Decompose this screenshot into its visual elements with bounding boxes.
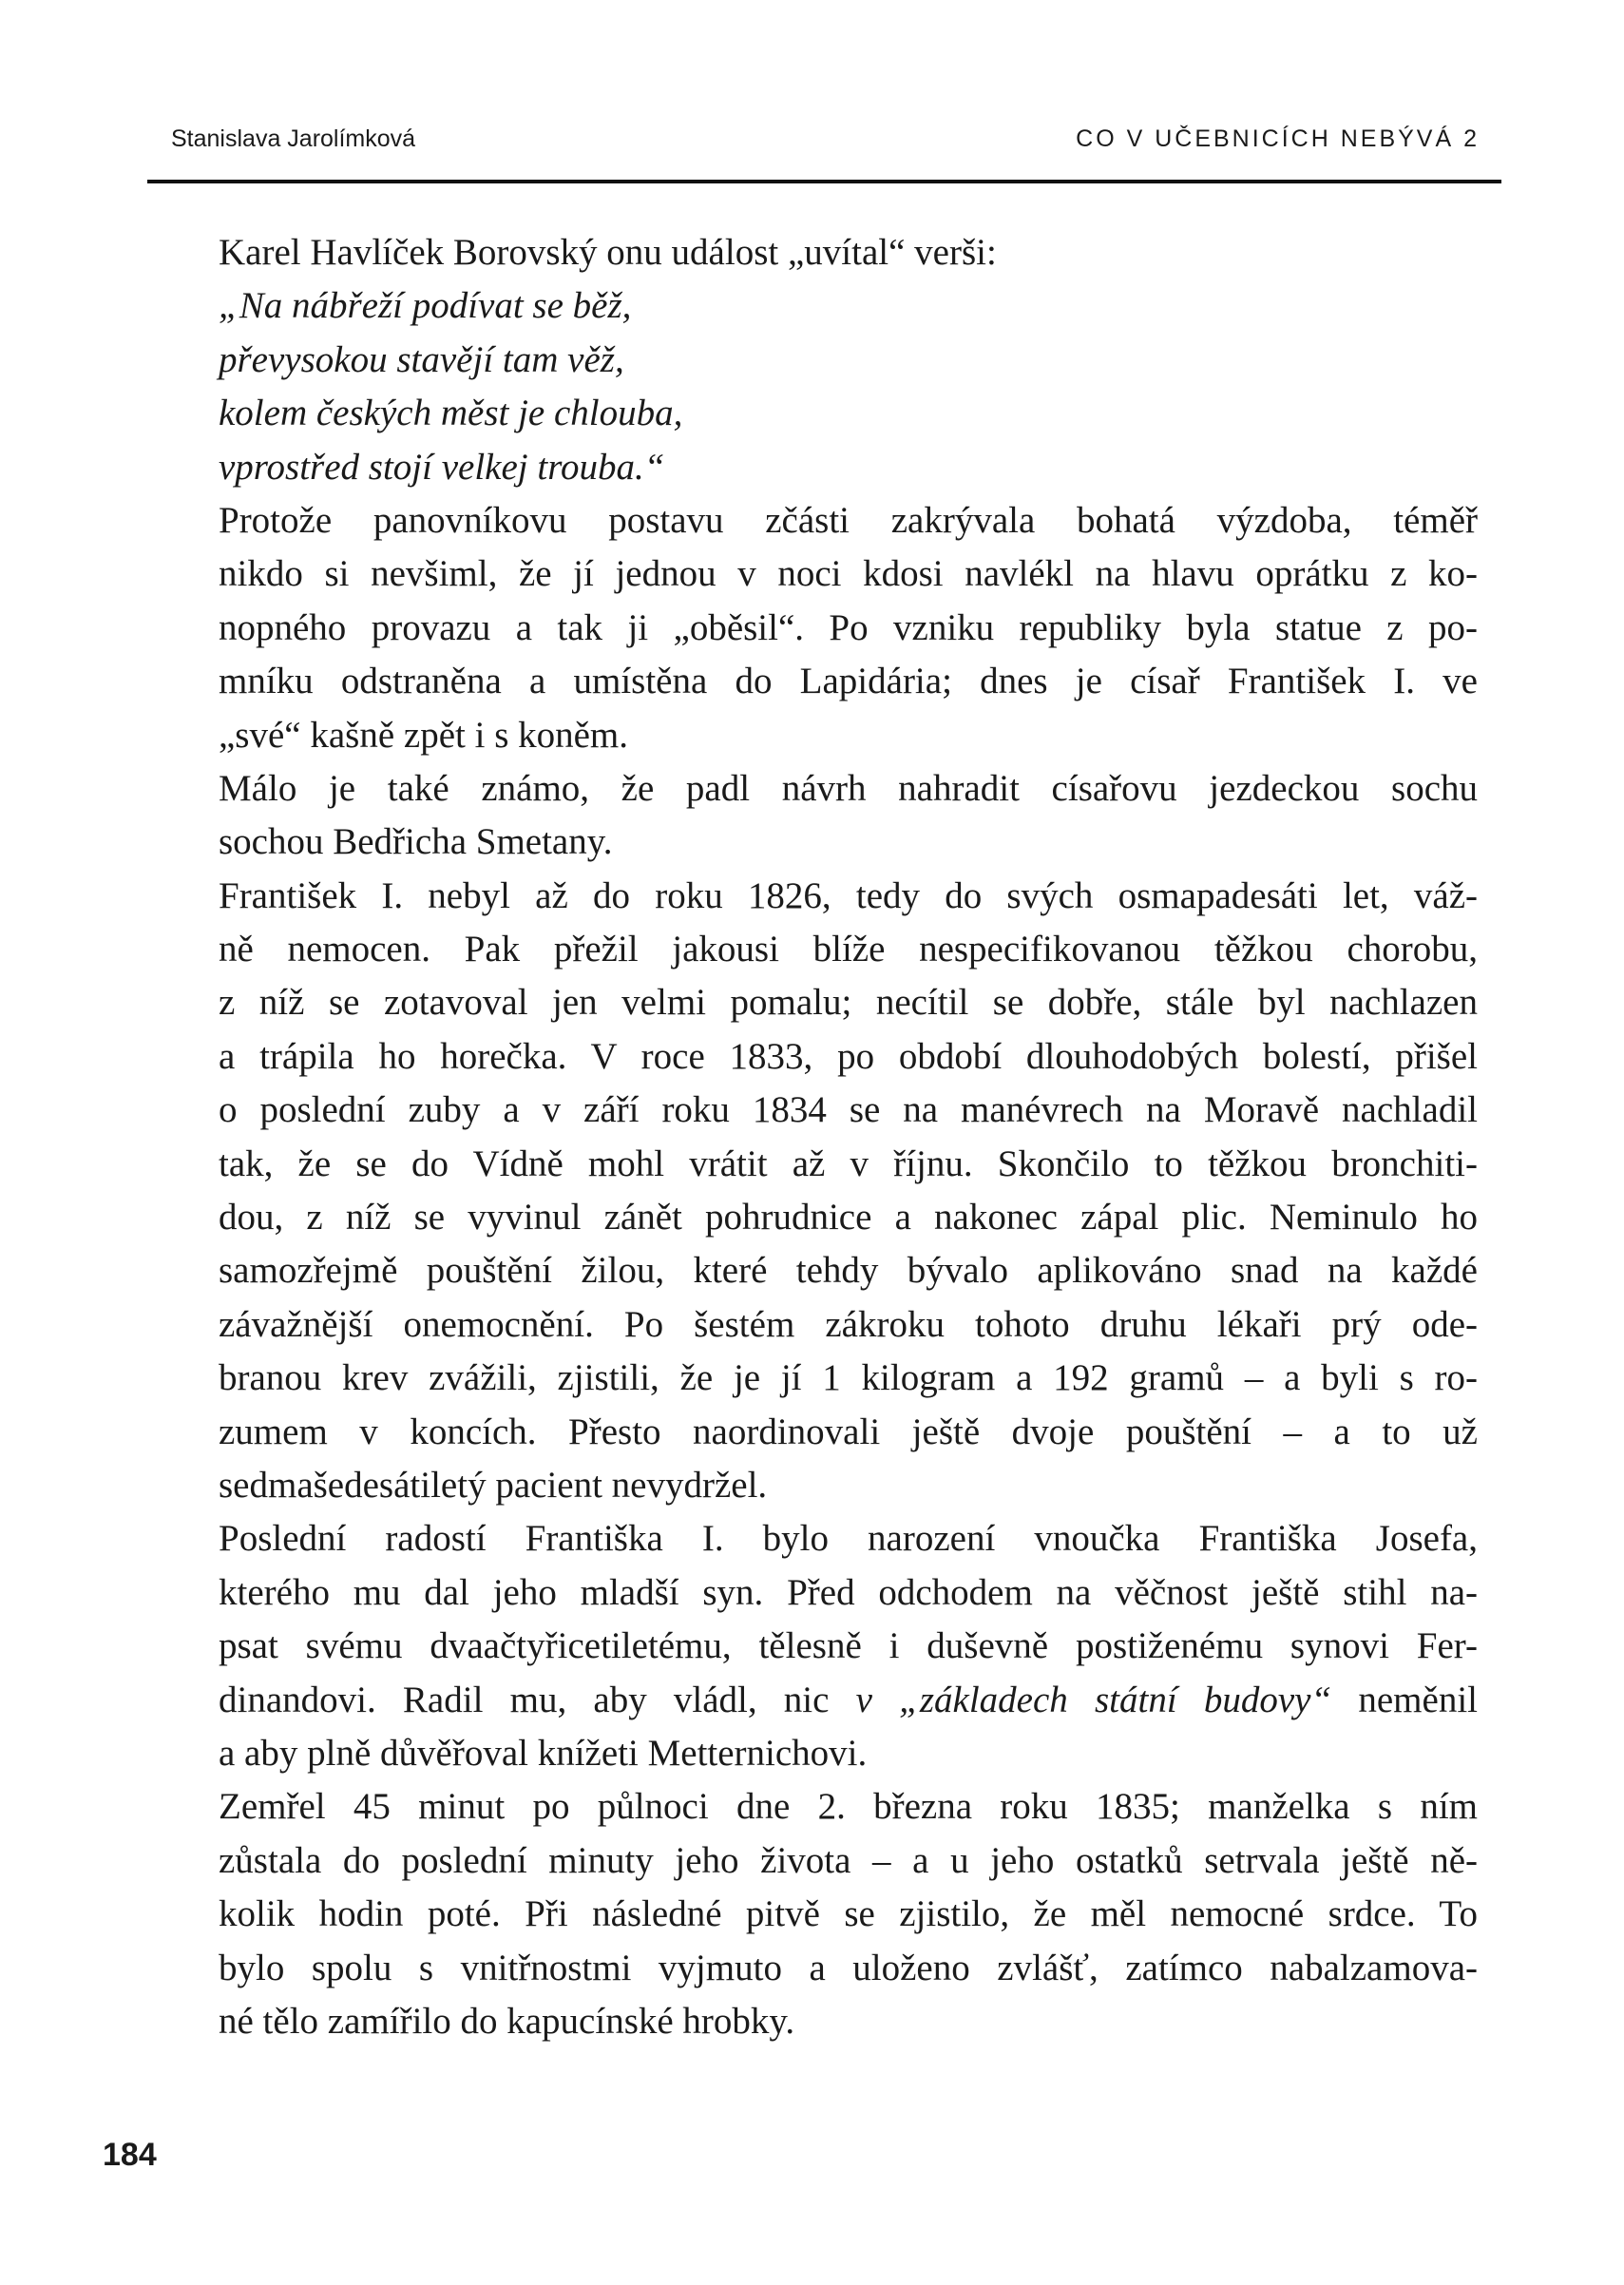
text-line: závažnější onemocnění. Po šestém zákroku tohoto druhu lékaři prý ode- (219, 1303, 1478, 1345)
text-line: Zemřel 45 minut po půlnoci dne 2. března roku 1835; manželka s ním (219, 1786, 1478, 1828)
text-line: zůstala do poslední minuty jeho života – a u jeho ostatků setrvala ještě ně- (219, 1839, 1478, 1881)
text-segment: dinandovi. Radil mu, aby vládl, nic (219, 1679, 856, 1720)
text-line: dou, z níž se vyvinul zánět pohrudnice a nakonec zápal plic. Neminulo ho (219, 1197, 1478, 1239)
text-line: bylo spolu s vnitřnostmi vyjmuto a uloženo zvlášť, zatímco nabalzamova- (219, 1947, 1478, 1988)
text-line: kolik hodin poté. Při následné pitvě se zjistilo, že měl nemocné srdce. To (219, 1893, 1478, 1935)
text-line: a trápila ho horečka. V roce 1833, po období dlouhodobých bolestí, přišel (219, 1035, 1478, 1077)
text-segment: neměnil (1331, 1679, 1478, 1720)
text-line: samozřejmě pouštění žilou, které tehdy bývalo aplikováno snad na každé (219, 1250, 1478, 1292)
paragraph (219, 226, 1478, 279)
page-number: 184 (103, 2137, 157, 2173)
text-line: Málo je také známo, že padl návrh nahradit císařovu jezdeckou sochu (219, 767, 1478, 809)
text-line: tak, že se do Vídně mohl vrátit až v říjnu. Skončilo to těžkou bronchiti- (219, 1142, 1478, 1184)
verse-block (219, 279, 1478, 494)
text-line: kolem českých měst je chlouba, (219, 393, 683, 434)
text-line: né tělo zamířilo do kapucínské hrobky. (219, 2000, 795, 2042)
paragraph (219, 494, 1478, 762)
text-line: Karel Havlíček Borovský onu událost „uvítal“ verši: (219, 232, 997, 273)
text-line (219, 1674, 1478, 1727)
text-line: mníku odstraněna a umístěna do Lapidária; dnes je císař František I. ve (219, 661, 1478, 702)
text-line: „své“ kašně zpět i s koněm. (219, 714, 629, 756)
paragraph (219, 762, 1478, 870)
text-line: Poslední radostí Františka I. bylo narození vnoučka Františka Josefa, (219, 1518, 1478, 1560)
paragraph (219, 1512, 1478, 1780)
text-line: z níž se zotavoval jen velmi pomalu; necítil se dobře, stále byl nachlazen (219, 982, 1478, 1024)
text-line: psat svému dvaačtyřicetiletému, tělesně i duševně postiženému synovi Fer- (219, 1625, 1478, 1667)
header-rule (147, 180, 1501, 183)
text-line: sochou Bedřicha Smetany. (219, 821, 613, 863)
running-header-title: CO V UČEBNICÍCH NEBÝVÁ 2 (1076, 125, 1480, 152)
text-line: převysokou stavějí tam věž, (219, 338, 624, 380)
text-line: nikdo si nevšiml, že jí jednou v noci kdosi navlékl na hlavu oprátku z ko- (219, 553, 1478, 595)
paragraph (219, 1780, 1478, 2048)
italic-quote: v „základech státní budovy“ (855, 1679, 1332, 1720)
text-line: o poslední zuby a v září roku 1834 se na manévrech na Moravě nachladil (219, 1089, 1478, 1131)
text-line: František I. nebyl až do roku 1826, tedy do svých osmapadesáti let, váž- (219, 874, 1478, 916)
running-header-author: Stanislava Jarolímková (171, 125, 416, 152)
paragraph (219, 870, 1478, 1513)
text-line: kterého mu dal jeho mladší syn. Před odchodem na věčnost ještě stihl na- (219, 1571, 1478, 1613)
text-line: nopného provazu a tak ji „oběsil“. Po vzniku republiky byla statue z po- (219, 606, 1478, 648)
text-line: a aby plně důvěřoval knížeti Metternichovi. (219, 1732, 868, 1774)
text-line: Protože panovníkovu postavu zčásti zakrývala bohatá výzdoba, téměř (219, 499, 1478, 541)
text-line: vprostřed stojí velkej trouba.“ (219, 446, 665, 488)
body-text (219, 226, 1478, 2048)
text-line: branou krev zvážili, zjistili, že je jí 1 kilogram a 192 gramů – a byli s ro- (219, 1357, 1478, 1399)
text-line: zumem v koncích. Přesto naordinovali ještě dvoje pouštění – a to už (219, 1411, 1478, 1452)
text-line: ně nemocen. Pak přežil jakousi blíže nespecifikovanou těžkou chorobu, (219, 929, 1478, 970)
text-line: sedmašedesátiletý pacient nevydržel. (219, 1464, 768, 1506)
text-line: „Na nábřeží podívat se běž, (219, 285, 632, 327)
